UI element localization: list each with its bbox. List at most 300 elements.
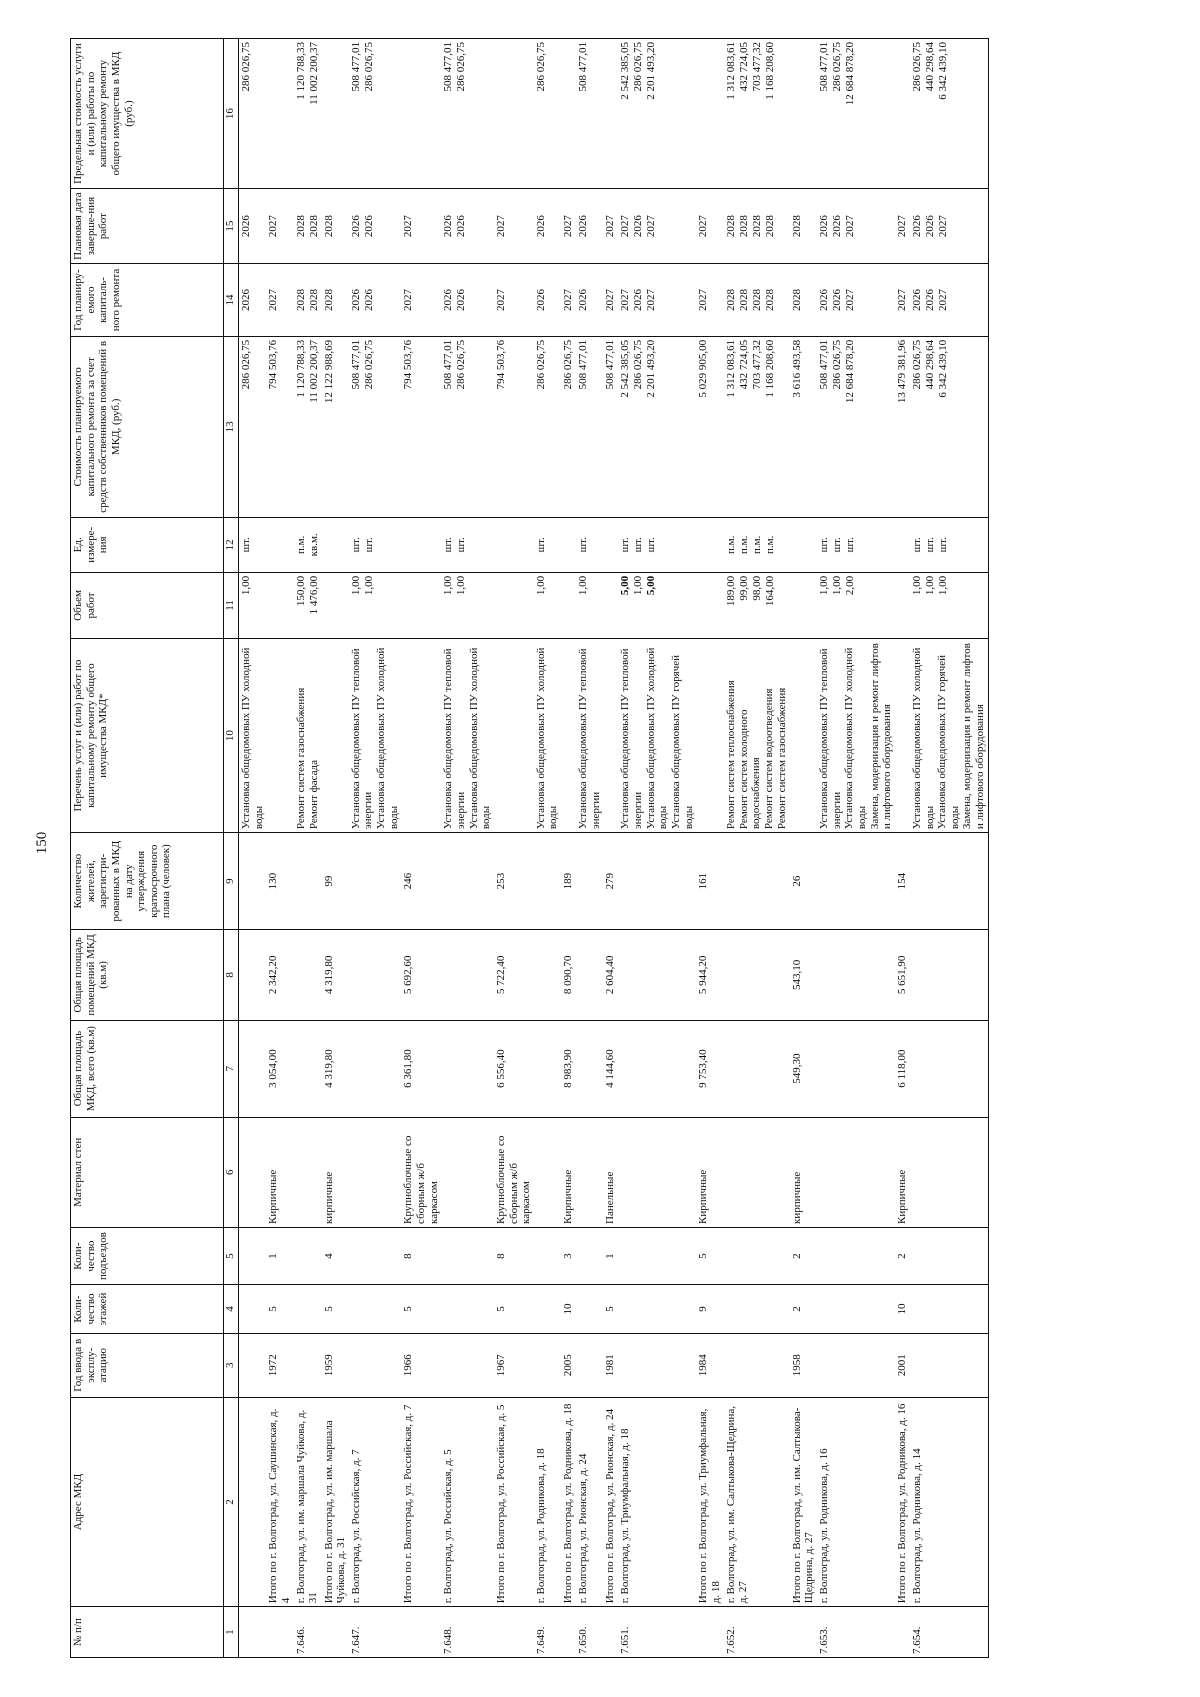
end-date-line: 2027 bbox=[604, 215, 617, 238]
end-date-line: 2027 bbox=[697, 215, 710, 238]
cost-cell bbox=[322, 336, 349, 517]
total-area-cell bbox=[239, 1020, 267, 1117]
column-number-1: 1 bbox=[224, 1607, 239, 1658]
unit-cell bbox=[534, 517, 561, 572]
entrances-cell: 3 bbox=[561, 1227, 576, 1284]
residents-cell bbox=[294, 833, 322, 930]
works-line: Установка общедомовых ПУ тепловой энергии bbox=[577, 648, 602, 830]
cost-line: 508 477,01 bbox=[818, 339, 831, 390]
residents-cell: 253 bbox=[494, 833, 534, 930]
limit-cost-line: 286 026,75 bbox=[831, 42, 844, 92]
premises-area-cell: 2 342,20 bbox=[266, 930, 293, 1020]
floors-cell bbox=[618, 1285, 696, 1334]
cost-cell bbox=[561, 336, 576, 517]
unit-cell bbox=[603, 517, 618, 572]
year-cell: 1959 bbox=[322, 1333, 349, 1397]
entrances-cell bbox=[576, 1227, 603, 1284]
cost-line: 5 029 905,00 bbox=[697, 339, 710, 398]
floors-cell bbox=[349, 1285, 402, 1334]
cost-line: 432 724,05 bbox=[737, 339, 750, 390]
address-cell: Итого по г. Волгоград, ул. Саушинская, д. 4 bbox=[266, 1397, 293, 1607]
column-header-14: Год планиру-емого капиталь-ного ремонта bbox=[71, 264, 224, 337]
row-number bbox=[561, 1607, 576, 1658]
cost-line: 286 026,75 bbox=[240, 339, 252, 390]
cost-line: 286 026,75 bbox=[534, 339, 547, 390]
cost-cell bbox=[349, 336, 402, 517]
works-cell bbox=[790, 639, 817, 833]
limit-cost-line bbox=[604, 42, 617, 185]
limit-cost-line: 508 477,01 bbox=[349, 42, 362, 92]
unit-line: шт. bbox=[455, 537, 468, 553]
cost-cell bbox=[790, 336, 817, 517]
address-cell: Итого по г. Волгоград, ул. Российская, д. 7 bbox=[401, 1397, 441, 1607]
volume-line: 1,00 bbox=[936, 575, 949, 596]
cost-cell bbox=[618, 336, 696, 517]
end-date-line: 2026 bbox=[923, 215, 936, 238]
works-line: Замена, модернизация и ремонт лифтов и лифтового оборудования bbox=[868, 643, 894, 830]
row-number: 7.648. bbox=[441, 1607, 494, 1658]
entrances-cell: 1 bbox=[603, 1227, 618, 1284]
entrances-cell bbox=[910, 1227, 988, 1284]
unit-line: шт. bbox=[844, 537, 857, 553]
address-cell: Итого по г. Волгоград, ул. им. Салтыкова-Щедрина, д. 27 bbox=[790, 1397, 817, 1607]
repair-year-line: 2027 bbox=[604, 289, 617, 311]
unit-cell bbox=[576, 517, 603, 572]
cost-cell bbox=[441, 336, 494, 517]
row-number: 7.651. bbox=[618, 1607, 696, 1658]
row-number bbox=[603, 1607, 618, 1658]
column-header-6: Материал стен bbox=[71, 1117, 224, 1227]
works-line: Установка общедомовых ПУ холодной воды bbox=[240, 647, 265, 830]
floors-cell bbox=[294, 1285, 322, 1334]
row-number: 7.647. bbox=[349, 1607, 402, 1658]
premises-area-cell bbox=[576, 930, 603, 1020]
column-number-10: 10 bbox=[224, 639, 239, 833]
cost-line: 508 477,01 bbox=[604, 339, 617, 390]
unit-line bbox=[896, 521, 909, 569]
total-area-cell: 6 118,00 bbox=[895, 1020, 910, 1117]
end-date-cell bbox=[494, 189, 534, 264]
cost-line: 508 477,01 bbox=[442, 339, 455, 390]
repair-year-line: 2026 bbox=[923, 289, 936, 311]
works-cell bbox=[322, 639, 349, 833]
repair-year-cell bbox=[441, 264, 494, 337]
cost-cell bbox=[266, 336, 293, 517]
unit-line bbox=[267, 521, 280, 569]
premises-area-cell bbox=[910, 930, 988, 1020]
cost-line: 508 477,01 bbox=[349, 339, 362, 390]
cost-line: 286 026,75 bbox=[562, 339, 575, 390]
column-header-16: Предельная стоимость услуги и (или) работы по капитальному ремонту общего имущества в МКД (руб.) bbox=[71, 39, 224, 189]
address-cell: Итого по г. Волгоград, ул. Рионская, д. 24 bbox=[603, 1397, 618, 1607]
repair-year-cell bbox=[790, 264, 817, 337]
year-cell bbox=[294, 1333, 322, 1397]
floors-cell bbox=[724, 1285, 790, 1334]
total-area-cell bbox=[910, 1020, 988, 1117]
entrances-cell: 2 bbox=[790, 1227, 817, 1284]
column-number-11: 11 bbox=[224, 572, 239, 638]
works-line: Ремонт систем водоотведения bbox=[762, 688, 775, 830]
address-cell: г. Волгоград, ул. Российская, д. 7 bbox=[349, 1397, 402, 1607]
cost-line: 13 479 381,96 bbox=[895, 339, 908, 404]
volume-line bbox=[604, 576, 617, 635]
unit-line: шт. bbox=[831, 537, 844, 553]
total-area-cell: 4 319,80 bbox=[322, 1020, 349, 1117]
limit-cost-line: 432 724,05 bbox=[737, 42, 750, 92]
volume-line: 1,00 bbox=[910, 575, 923, 596]
premises-area-cell: 5 722,40 bbox=[494, 930, 534, 1020]
limit-cost-cell bbox=[239, 39, 267, 189]
cost-line: 2 201 493,20 bbox=[645, 339, 658, 398]
total-area-cell bbox=[817, 1020, 895, 1117]
works-cell bbox=[603, 639, 618, 833]
volume-line: 1,00 bbox=[577, 575, 590, 596]
residents-cell: 99 bbox=[322, 833, 349, 930]
works-cell bbox=[724, 639, 790, 833]
premises-area-cell: 4 319,80 bbox=[322, 930, 349, 1020]
cost-cell bbox=[724, 336, 790, 517]
table-row bbox=[239, 39, 267, 1658]
cost-line: 12 684 878,20 bbox=[844, 339, 857, 404]
volume-line bbox=[495, 576, 508, 635]
repair-year-line: 2028 bbox=[790, 289, 803, 311]
works-line bbox=[267, 642, 280, 829]
volume-cell bbox=[561, 572, 576, 638]
end-date-cell bbox=[441, 189, 494, 264]
volume-cell bbox=[349, 572, 402, 638]
end-date-line: 2028 bbox=[322, 215, 335, 238]
limit-cost-cell bbox=[696, 39, 723, 189]
end-date-line: 2026 bbox=[831, 215, 844, 238]
end-date-line: 2026 bbox=[455, 215, 468, 238]
cost-cell bbox=[696, 336, 723, 517]
limit-cost-line: 286 026,75 bbox=[910, 42, 923, 92]
floors-cell: 5 bbox=[494, 1285, 534, 1334]
works-line: Установка общедомовых ПУ холодной воды bbox=[843, 647, 868, 830]
limit-cost-line: 286 026,75 bbox=[240, 42, 252, 92]
repair-year-cell bbox=[239, 264, 267, 337]
entrances-cell: 8 bbox=[494, 1227, 534, 1284]
repair-year-line: 2026 bbox=[632, 289, 645, 311]
repair-year-line: 2027 bbox=[494, 289, 507, 311]
wall-material-cell bbox=[817, 1117, 895, 1227]
limit-cost-cell bbox=[401, 39, 441, 189]
volume-cell bbox=[910, 572, 988, 638]
unit-cell bbox=[266, 517, 293, 572]
volume-cell bbox=[441, 572, 494, 638]
end-date-line: 2026 bbox=[240, 215, 252, 238]
unit-cell bbox=[401, 517, 441, 572]
address-cell: г. Волгоград, ул. Российская, д. 5 bbox=[441, 1397, 494, 1607]
premises-area-cell: 5 944,20 bbox=[696, 930, 723, 1020]
repair-year-line: 2026 bbox=[534, 289, 547, 311]
residents-cell bbox=[441, 833, 494, 930]
row-number bbox=[322, 1607, 349, 1658]
address-cell: Итого по г. Волгоград, ул. Триумфальная, д. 18 bbox=[696, 1397, 723, 1607]
total-area-cell: 549,30 bbox=[790, 1020, 817, 1117]
wall-material-cell: Кирпичные bbox=[561, 1117, 576, 1227]
total-area-cell: 3 054,00 bbox=[266, 1020, 293, 1117]
works-line: Ремонт фасада bbox=[307, 759, 320, 830]
entrances-cell bbox=[239, 1227, 267, 1284]
end-date-cell bbox=[603, 189, 618, 264]
cost-cell bbox=[401, 336, 441, 517]
wall-material-cell: Кирпичные bbox=[895, 1117, 910, 1227]
works-line bbox=[791, 642, 804, 829]
volume-cell bbox=[266, 572, 293, 638]
floors-cell bbox=[817, 1285, 895, 1334]
column-number-14: 14 bbox=[224, 264, 239, 337]
limit-cost-cell bbox=[441, 39, 494, 189]
total-area-cell bbox=[441, 1020, 494, 1117]
repair-year-cell bbox=[294, 264, 322, 337]
entrances-cell: 5 bbox=[696, 1227, 723, 1284]
end-date-cell bbox=[239, 189, 267, 264]
limit-cost-line: 286 026,75 bbox=[534, 42, 547, 92]
residents-cell: 189 bbox=[561, 833, 576, 930]
entrances-cell bbox=[534, 1227, 561, 1284]
repair-year-line: 2027 bbox=[562, 289, 575, 311]
repair-year-line: 2027 bbox=[895, 289, 908, 311]
repair-year-cell bbox=[618, 264, 696, 337]
end-date-line: 2027 bbox=[494, 215, 507, 238]
unit-line bbox=[323, 521, 336, 569]
end-date-line: 2026 bbox=[362, 215, 375, 238]
volume-line: 164,00 bbox=[763, 575, 776, 607]
page-number: 150 bbox=[34, 831, 50, 855]
table-row bbox=[603, 39, 618, 1658]
end-date-line: 2027 bbox=[645, 215, 658, 238]
cost-line: 508 477,01 bbox=[577, 339, 590, 390]
row-number bbox=[266, 1607, 293, 1658]
column-header-15: Плановая дата заверше-ния работ bbox=[71, 189, 224, 264]
table-row bbox=[817, 39, 895, 1658]
works-cell bbox=[817, 639, 895, 833]
volume-cell bbox=[790, 572, 817, 638]
entrances-cell bbox=[349, 1227, 402, 1284]
table-row bbox=[401, 39, 441, 1658]
volume-cell bbox=[618, 572, 696, 638]
column-number-8: 8 bbox=[224, 930, 239, 1020]
works-cell bbox=[561, 639, 576, 833]
cost-line: 6 342 439,10 bbox=[936, 339, 949, 398]
column-number-7: 7 bbox=[224, 1020, 239, 1117]
cost-cell bbox=[534, 336, 561, 517]
column-header-11: Объем работ bbox=[71, 572, 224, 638]
floors-cell: 9 bbox=[696, 1285, 723, 1334]
premises-area-cell bbox=[349, 930, 402, 1020]
residents-cell bbox=[349, 833, 402, 930]
row-number bbox=[696, 1607, 723, 1658]
works-cell bbox=[618, 639, 696, 833]
year-cell bbox=[441, 1333, 494, 1397]
total-area-cell bbox=[724, 1020, 790, 1117]
table-row bbox=[294, 39, 322, 1658]
unit-line: шт. bbox=[240, 537, 252, 553]
volume-line: 2,00 bbox=[844, 575, 857, 596]
unit-line: шт. bbox=[910, 537, 923, 553]
repair-year-line: 2026 bbox=[349, 289, 362, 311]
column-header-8: Общая площадь помещений МКД (кв.м) bbox=[71, 930, 224, 1020]
works-cell bbox=[441, 639, 494, 833]
repair-year-line: 2026 bbox=[362, 289, 375, 311]
year-cell bbox=[724, 1333, 790, 1397]
column-header-4: Коли-чество этажей bbox=[71, 1285, 224, 1334]
column-number-4: 4 bbox=[224, 1285, 239, 1334]
repair-year-cell bbox=[494, 264, 534, 337]
unit-cell bbox=[239, 517, 267, 572]
volume-line bbox=[697, 576, 710, 635]
limit-cost-line: 286 026,75 bbox=[632, 42, 645, 92]
cost-line: 794 503,76 bbox=[494, 339, 507, 390]
repair-year-cell bbox=[266, 264, 293, 337]
limit-cost-line bbox=[697, 42, 710, 185]
repair-year-cell bbox=[603, 264, 618, 337]
wall-material-cell: Крупноблочные со сборным ж/б каркасом bbox=[401, 1117, 441, 1227]
year-cell: 1967 bbox=[494, 1333, 534, 1397]
cost-line: 440 298,64 bbox=[923, 339, 936, 390]
residents-cell: 26 bbox=[790, 833, 817, 930]
volume-line bbox=[562, 576, 575, 635]
residents-cell: 130 bbox=[266, 833, 293, 930]
cost-cell bbox=[910, 336, 988, 517]
volume-cell bbox=[534, 572, 561, 638]
premises-area-cell bbox=[618, 930, 696, 1020]
end-date-line: 2027 bbox=[619, 215, 632, 238]
column-number-5: 5 bbox=[224, 1227, 239, 1284]
total-area-cell bbox=[576, 1020, 603, 1117]
limit-cost-cell bbox=[817, 39, 895, 189]
volume-cell bbox=[895, 572, 910, 638]
row-number bbox=[895, 1607, 910, 1658]
volume-line: 1,00 bbox=[442, 575, 455, 596]
repair-year-line: 2027 bbox=[697, 289, 710, 311]
limit-cost-cell bbox=[895, 39, 910, 189]
end-date-cell bbox=[895, 189, 910, 264]
limit-cost-line: 508 477,01 bbox=[442, 42, 455, 92]
column-header-1: № п/п bbox=[71, 1607, 224, 1658]
floors-cell bbox=[910, 1285, 988, 1334]
table-row bbox=[696, 39, 723, 1658]
end-date-cell bbox=[618, 189, 696, 264]
column-number-3: 3 bbox=[224, 1333, 239, 1397]
end-date-line: 2026 bbox=[534, 215, 547, 238]
total-area-cell bbox=[618, 1020, 696, 1117]
volume-line: 1,00 bbox=[831, 575, 844, 596]
cost-line: 11 002 200,37 bbox=[307, 339, 320, 403]
limit-cost-cell bbox=[561, 39, 576, 189]
table-row bbox=[561, 39, 576, 1658]
table-row bbox=[494, 39, 534, 1658]
limit-cost-cell bbox=[618, 39, 696, 189]
limit-cost-line bbox=[562, 42, 575, 185]
premises-area-cell bbox=[724, 930, 790, 1020]
repair-year-line: 2026 bbox=[455, 289, 468, 311]
end-date-cell bbox=[724, 189, 790, 264]
volume-cell bbox=[322, 572, 349, 638]
end-date-cell bbox=[266, 189, 293, 264]
repair-year-cell bbox=[401, 264, 441, 337]
cost-line: 286 026,75 bbox=[910, 339, 923, 390]
year-cell bbox=[910, 1333, 988, 1397]
entrances-cell bbox=[817, 1227, 895, 1284]
cost-cell bbox=[817, 336, 895, 517]
floors-cell bbox=[576, 1285, 603, 1334]
cost-line: 286 026,75 bbox=[362, 339, 375, 390]
column-number-9: 9 bbox=[224, 833, 239, 930]
table-row bbox=[910, 39, 988, 1658]
end-date-line: 2027 bbox=[402, 215, 415, 238]
cost-line: 794 503,76 bbox=[402, 339, 415, 390]
works-line: Ремонт систем холодного водоснабжения bbox=[737, 709, 763, 830]
unit-cell bbox=[618, 517, 696, 572]
works-line: Ремонт систем газоснабжения bbox=[294, 687, 307, 830]
year-cell bbox=[349, 1333, 402, 1397]
unit-line: шт. bbox=[619, 537, 632, 553]
cost-cell bbox=[895, 336, 910, 517]
total-area-cell bbox=[534, 1020, 561, 1117]
column-header-2: Адрес МКД bbox=[71, 1397, 224, 1607]
floors-cell: 5 bbox=[603, 1285, 618, 1334]
volume-cell bbox=[239, 572, 267, 638]
wall-material-cell bbox=[534, 1117, 561, 1227]
floors-cell: 5 bbox=[266, 1285, 293, 1334]
end-date-cell bbox=[910, 189, 988, 264]
limit-cost-line: 12 684 878,20 bbox=[844, 42, 857, 106]
total-area-cell: 6 361,80 bbox=[401, 1020, 441, 1117]
unit-line: п.м. bbox=[294, 535, 307, 554]
residents-cell bbox=[534, 833, 561, 930]
volume-line bbox=[791, 576, 804, 635]
volume-line: 1,00 bbox=[818, 575, 831, 596]
works-line bbox=[323, 642, 336, 829]
table-row bbox=[724, 39, 790, 1658]
capital-repair-table bbox=[70, 38, 989, 1658]
unit-line bbox=[562, 521, 575, 569]
works-line: Установка общедомовых ПУ холодной воды bbox=[644, 647, 670, 830]
repair-year-line: 2026 bbox=[577, 289, 590, 311]
year-cell bbox=[817, 1333, 895, 1397]
repair-year-line: 2027 bbox=[844, 289, 857, 311]
cost-line: 703 477,32 bbox=[750, 339, 763, 390]
premises-area-cell: 543,10 bbox=[790, 930, 817, 1020]
address-cell: г. Волгоград, ул. Триумфальная, д. 18 bbox=[618, 1397, 696, 1607]
unit-line: п.м. bbox=[737, 535, 750, 554]
repair-year-line: 2027 bbox=[267, 289, 280, 311]
repair-year-line: 2026 bbox=[818, 289, 831, 311]
year-cell: 2005 bbox=[561, 1333, 576, 1397]
limit-cost-line: 286 026,75 bbox=[362, 42, 375, 92]
wall-material-cell bbox=[910, 1117, 988, 1227]
repair-year-cell bbox=[895, 264, 910, 337]
repair-year-line: 2028 bbox=[322, 289, 335, 311]
address-cell: г. Волгоград, ул. Рионская, д. 24 bbox=[576, 1397, 603, 1607]
year-cell bbox=[534, 1333, 561, 1397]
row-number: 7.649. bbox=[534, 1607, 561, 1658]
end-date-line: 2028 bbox=[294, 215, 307, 238]
end-date-line: 2028 bbox=[750, 215, 763, 238]
unit-line: шт. bbox=[349, 537, 362, 553]
table-row bbox=[349, 39, 402, 1658]
wall-material-cell bbox=[618, 1117, 696, 1227]
year-cell: 1981 bbox=[603, 1333, 618, 1397]
row-number: 7.652. bbox=[724, 1607, 790, 1658]
limit-cost-line bbox=[402, 42, 415, 185]
address-cell bbox=[239, 1397, 267, 1607]
end-date-line: 2028 bbox=[307, 215, 320, 238]
volume-line: 1,00 bbox=[534, 575, 547, 596]
repair-year-cell bbox=[817, 264, 895, 337]
